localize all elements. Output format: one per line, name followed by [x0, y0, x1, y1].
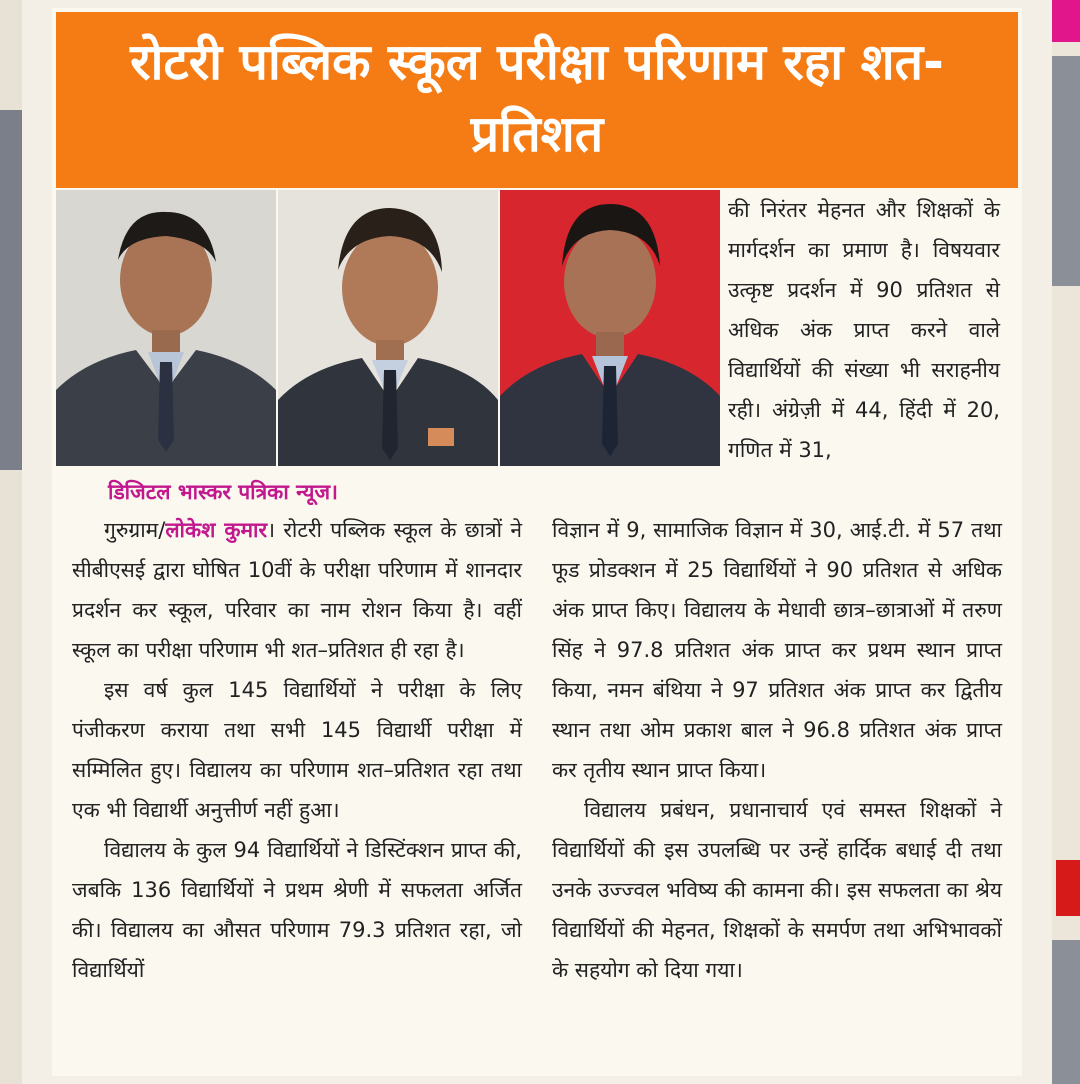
article-paragraph: विद्यालय के कुल 94 विद्यार्थियों ने डिस्टिंक्शन प्राप्त की, जबकि 136 विद्यार्थियों ने प्रथम श्रेणी में सफलता अर्जित की। विद्यालय का औसत परिणाम 79.3 प्रतिशत रहा, जो विद्यार्थियों [72, 838, 522, 982]
headline: रोटरी पब्लिक स्कूल परीक्षा परिणाम रहा शत-प्रतिशत [56, 12, 1018, 188]
article-column-right-bottom [552, 510, 1002, 990]
adjacent-photo [1052, 940, 1080, 1084]
student-photo-1 [56, 190, 276, 466]
adjacent-banner [1052, 0, 1080, 42]
article-paragraph: विद्यालय प्रबंधन, प्रधानाचार्य एवं समस्त शिक्षकों ने विद्यार्थियों की इस उपलब्धि पर उन्हें हार्दिक बधाई दी तथा उनके उज्ज्वल भविष्य की कामना की। इस सफलता का श्रेय विद्यार्थियों की मेहनत, शिक्षकों के समर्पण तथा अभिभावकों के सहयोग को दिया गया। [552, 798, 1002, 982]
article-paragraph [72, 510, 522, 670]
article-paragraph: विज्ञान में 9, सामाजिक विज्ञान में 30, आई.टी. में 57 तथा फूड प्रोडक्शन में 25 विद्यार्थियों ने 90 प्रतिशत से अधिक अंक प्राप्त किए। विद्यालय के मेधावी छात्र–छात्राओं में तरुण सिंह ने 97.8 प्रतिशत अंक प्राप्त कर प्रथम स्थान प्राप्त किया, नमन बंथिया ने 97 प्रतिशत अंक प्राप्त कर द्वितीय स्थान तथा ओम प्रकाश बाल ने 96.8 प्रतिशत अंक प्राप्त कर तृतीय स्थान प्राप्त किया। [552, 518, 1002, 782]
adjacent-page-right [1052, 0, 1080, 1084]
article-column-left [72, 510, 522, 990]
student-photo-2 [278, 190, 498, 466]
student-photo-3 [500, 190, 720, 466]
adjacent-photo [1052, 56, 1080, 286]
adjacent-heading [1056, 860, 1080, 916]
byline: डिजिटल भास्कर पत्रिका न्यूज। [108, 480, 338, 504]
article-paragraph: इस वर्ष कुल 145 विद्यार्थियों ने परीक्षा के लिए पंजीकरण कराया तथा सभी 145 विद्यार्थी परीक्षा में सम्मिलित हुए। विद्यालय का परिणाम शत–प्रतिशत रहा तथा एक भी विद्यार्थी अनुत्तीर्ण नहीं हुआ। [72, 678, 522, 822]
reporter-name: लोकेश कुमार [165, 518, 268, 542]
article-paragraph: की निरंतर मेहनत और शिक्षकों के मार्गदर्शन का प्रमाण है। विषयवार उत्कृष्ट प्रदर्शन में 90 प्रतिशत से अधिक अंक प्राप्त करने वाले विद्यार्थियों की संख्या भी सराहनीय रही। अंग्रेज़ी में 44, हिंदी में 20, गणित में 31, [728, 198, 1000, 462]
adjacent-photo [0, 110, 22, 470]
dateline-place: गुरुग्राम/ [104, 518, 166, 542]
adjacent-page-left [0, 0, 22, 1084]
news-article [52, 8, 1022, 1076]
student-photos [56, 190, 720, 466]
article-column-right-top [728, 190, 1000, 470]
paragraph-text: । रोटरी पब्लिक स्कूल के छात्रों ने सीबीएसई द्वारा घोषित 10वीं के परीक्षा परिणाम में शानदार प्रदर्शन कर स्कूल, परिवार का नाम रोशन किया है। वहीं स्कूल का परीक्षा परिणाम भी शत–प्रतिशत ही रहा है। [72, 518, 522, 662]
